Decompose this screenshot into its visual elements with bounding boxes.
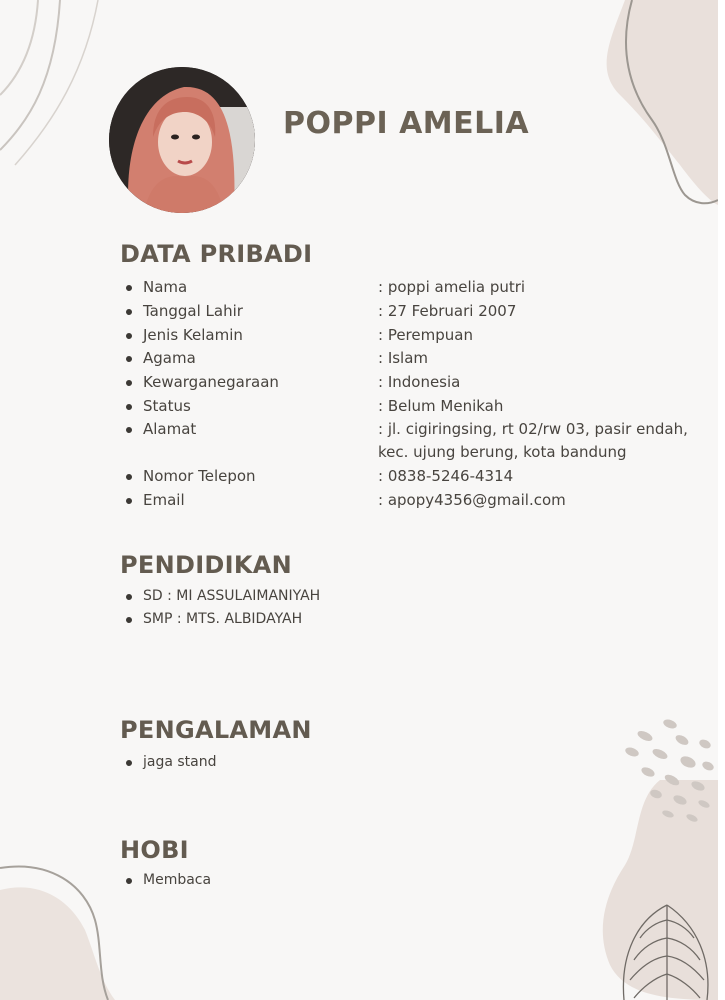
full-name-heading: POPPI AMELIA	[283, 106, 530, 141]
row-label: Kewarganegaraan	[143, 373, 279, 391]
bullet	[126, 356, 132, 362]
list-item-text: jaga stand	[143, 754, 217, 770]
bullet	[126, 617, 132, 623]
bullet	[126, 760, 132, 766]
row-label: Tanggal Lahir	[143, 302, 243, 320]
row-value: : Indonesia	[378, 373, 461, 391]
list-item-text: SMP : MTS. ALBIDAYAH	[143, 611, 303, 627]
row-label: Status	[143, 397, 191, 415]
list-item-text: Membaca	[143, 872, 212, 888]
bullet	[126, 309, 132, 315]
bullet	[126, 878, 132, 884]
bullet	[126, 427, 132, 433]
row-value: : 0838-5246-4314	[378, 467, 514, 485]
profile-photo-illustration	[109, 67, 255, 213]
section-title-pendidikan: PENDIDIKAN	[120, 551, 293, 579]
row-value: : 27 Februari 2007	[378, 302, 517, 320]
profile-photo	[109, 67, 255, 213]
bullet	[126, 380, 132, 386]
decorative-blob-top-right	[590, 0, 718, 240]
row-value: : poppi amelia putri	[378, 278, 526, 296]
section-title-hobi: HOBI	[120, 836, 189, 864]
section-title-pengalaman: PENGALAMAN	[120, 716, 312, 744]
row-value: : apopy4356@gmail.com	[378, 491, 566, 509]
row-value: : Perempuan	[378, 326, 473, 344]
decorative-blob-right	[595, 780, 718, 1000]
decorative-blob-bottom-left	[0, 860, 130, 1000]
row-value: : Belum Menikah	[378, 397, 504, 415]
bullet	[126, 404, 132, 410]
bullet	[126, 474, 132, 480]
row-label: Agama	[143, 349, 196, 367]
row-value: : Islam	[378, 349, 429, 367]
row-label: Jenis Kelamin	[143, 326, 243, 344]
bullet	[126, 498, 132, 504]
row-label: Alamat	[143, 420, 197, 438]
decorative-arcs-top-left	[0, 0, 110, 170]
row-label: Nomor Telepon	[143, 467, 256, 485]
scrollbar[interactable]	[718, 0, 725, 1000]
decorative-dots	[620, 718, 718, 826]
bullet	[126, 285, 132, 291]
row-value: : jl. cigiringsing, rt 02/rw 03, pasir endah, kec. ujung berung, kota bandung	[378, 420, 688, 461]
section-title-data-pribadi: DATA PRIBADI	[120, 240, 313, 268]
bullet	[126, 333, 132, 339]
leaf-illustration	[612, 900, 718, 1000]
bullet	[126, 594, 132, 600]
list-item-text: SD : MI ASSULAIMANIYAH	[143, 588, 321, 604]
row-label: Nama	[143, 278, 188, 296]
row-label: Email	[143, 491, 185, 509]
